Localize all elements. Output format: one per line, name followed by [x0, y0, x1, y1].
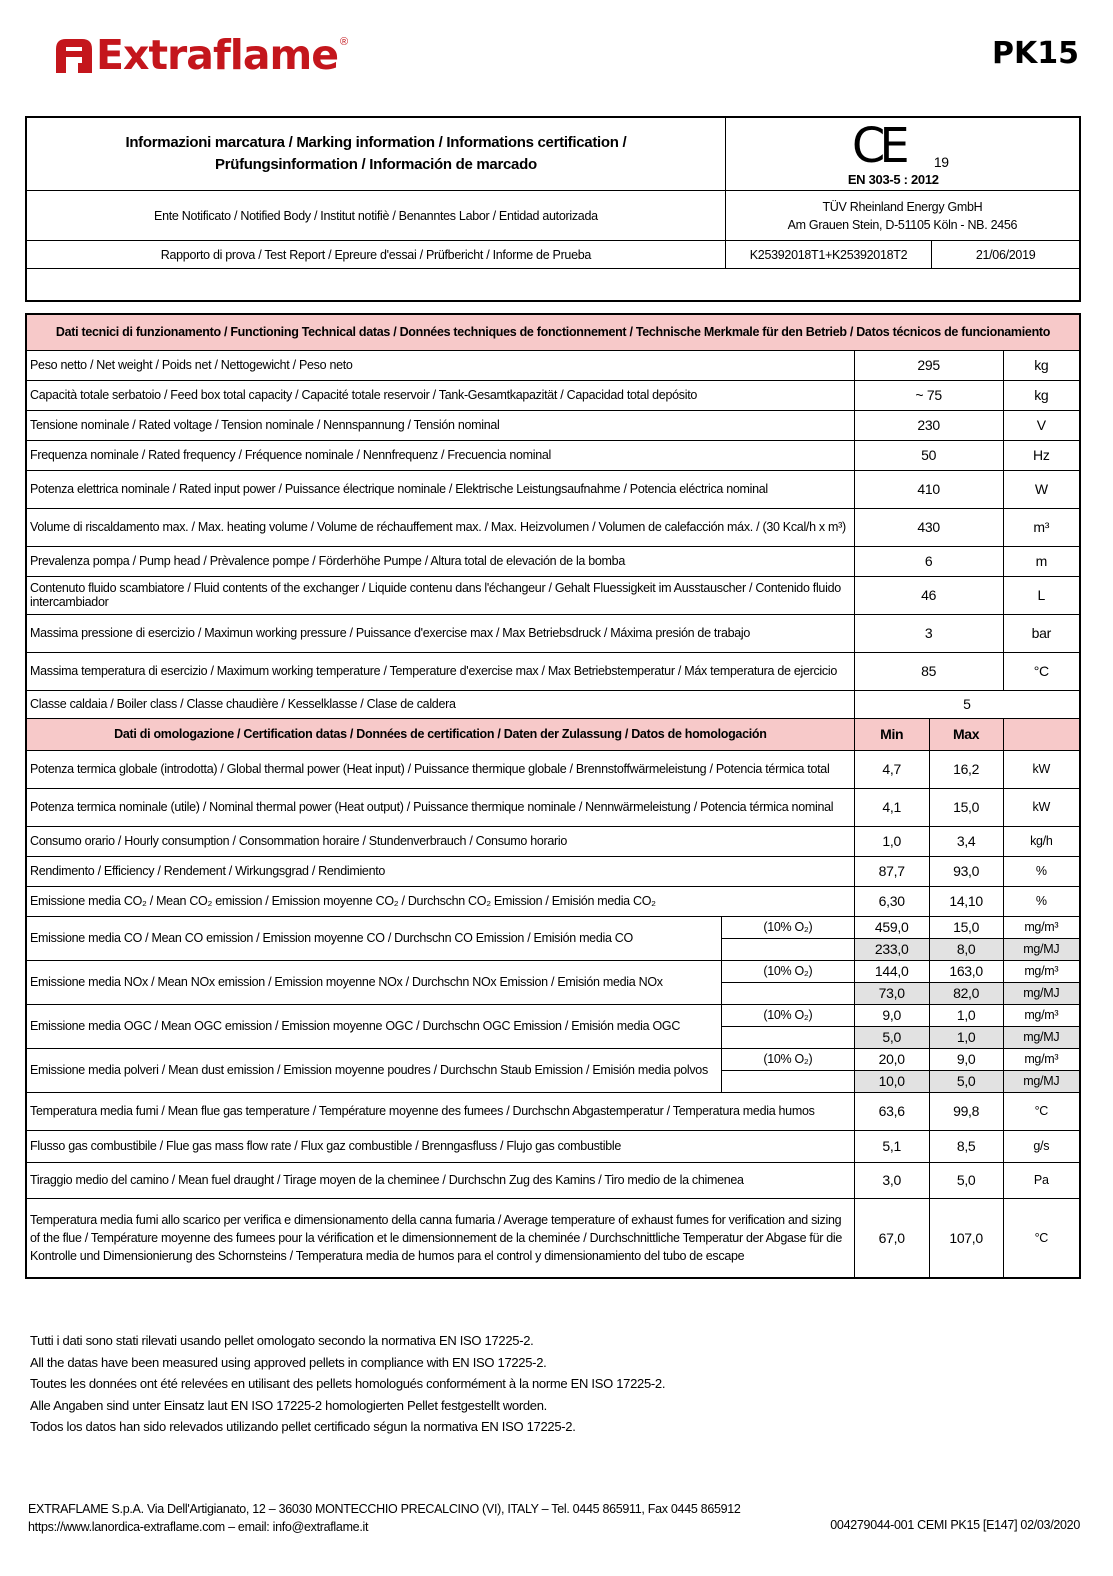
footer-contact — [28, 1500, 741, 1536]
table-row — [26, 440, 1080, 470]
row-unit: mg/m³ — [1003, 916, 1080, 938]
spacer — [721, 1070, 854, 1092]
title-line-2: Prüfungsinformation / Información de marcado — [214, 156, 537, 173]
row-o2-ref: (10% O₂) — [721, 1004, 854, 1026]
title-line-1: Informazioni marcatura / Marking information / Informations certification / — [125, 134, 627, 151]
table-row — [26, 410, 1080, 440]
notified-body-name: TÜV Rheinland Energy GmbH — [822, 199, 983, 214]
table-row — [26, 1162, 1080, 1198]
row-min-mj: 73,0 — [854, 982, 929, 1004]
row-label: Emissione media OGC / Mean OGC emission / Emission moyenne OGC / Durchschn OGC Emission / Emisión media OGC — [26, 1004, 721, 1048]
table-row — [26, 690, 1080, 718]
row-max: 107,0 — [929, 1198, 1003, 1278]
row-max: 16,2 — [929, 750, 1003, 788]
row-unit: mg/m³ — [1003, 1004, 1080, 1026]
marking-information-table — [25, 116, 1081, 302]
table-row — [26, 856, 1080, 886]
row-unit: Hz — [1003, 440, 1080, 470]
row-unit-mj: mg/MJ — [1003, 1070, 1080, 1092]
table-row — [26, 380, 1080, 410]
row-max-mj: 8,0 — [929, 938, 1003, 960]
row-min: 63,6 — [854, 1092, 929, 1130]
row-min: 144,0 — [854, 960, 929, 982]
row-min: 9,0 — [854, 1004, 929, 1026]
row-value: 85 — [854, 652, 1003, 690]
brand-name: Extraflame — [96, 31, 339, 79]
row-unit: % — [1003, 886, 1080, 916]
row-min: 67,0 — [854, 1198, 929, 1278]
row-max: 3,4 — [929, 826, 1003, 856]
row-label: Potenza elettrica nominale / Rated input power / Puissance électrique nominale / Elektrische Leistungsaufnahme / Potencia eléctrica nominal — [26, 470, 854, 508]
ce-mark-icon: CE — [851, 118, 904, 174]
test-report-label: Rapporto di prova / Test Report / Epreure d'essai / Prüfbericht / Informe de Prueba — [26, 241, 725, 269]
row-label: Tensione nominale / Rated voltage / Tension nominale / Nennspannung / Tensión nominal — [26, 410, 854, 440]
row-max-mj: 5,0 — [929, 1070, 1003, 1092]
row-label: Consumo orario / Hourly consumption / Consommation horaire / Stundenverbrauch / Consumo horario — [26, 826, 854, 856]
ce-marking-cell — [725, 117, 1080, 191]
row-min: 3,0 — [854, 1162, 929, 1198]
table-row — [26, 350, 1080, 380]
row-unit: m — [1003, 546, 1080, 576]
table-row — [26, 1198, 1080, 1278]
table-row — [26, 788, 1080, 826]
table-row — [26, 1130, 1080, 1162]
notes — [30, 1330, 665, 1438]
row-unit: W — [1003, 470, 1080, 508]
row-value: 46 — [854, 576, 1003, 614]
boiler-class-value: 5 — [854, 690, 1080, 718]
table-row — [26, 886, 1080, 916]
min-header: Min — [854, 718, 929, 750]
row-max-mj: 82,0 — [929, 982, 1003, 1004]
row-min: 5,1 — [854, 1130, 929, 1162]
row-unit: °C — [1003, 1092, 1080, 1130]
row-label: Contenuto fluido scambiatore / Fluid contents of the exchanger / Liquide contenu dans l'échangeur / Gehalt Fluessigkeit im Ausstauscher / Contenido fluido intercambiador — [26, 576, 854, 614]
notified-body-address: Am Grauen Stein, D-51105 Köln - NB. 2456 — [787, 217, 1018, 232]
row-unit: kg — [1003, 380, 1080, 410]
spacer — [721, 938, 854, 960]
row-label: Capacità totale serbatoio / Feed box total capacity / Capacité totale reservoir / Tank-Gesamtkapazität / Capacidad total depósito — [26, 380, 854, 410]
row-label: Emissione media NOx / Mean NOx emission / Emission moyenne NOx / Durchschn NOx Emission / Emisión media NOx — [26, 960, 721, 1004]
row-min: 4,1 — [854, 788, 929, 826]
row-unit: L — [1003, 576, 1080, 614]
row-unit: g/s — [1003, 1130, 1080, 1162]
row-value: 430 — [854, 508, 1003, 546]
row-label: Emissione media CO / Mean CO emission / Emission moyenne CO / Durchschn CO Emission / Emisión media CO — [26, 916, 721, 960]
row-value: 230 — [854, 410, 1003, 440]
note-en: All the datas have been measured using approved pellets in compliance with EN ISO 17225-2. — [30, 1354, 547, 1370]
row-max: 8,5 — [929, 1130, 1003, 1162]
emission-row — [26, 1004, 1080, 1026]
note-fr: Toutes les données ont été relevées en utilisant des pellets homologués conformément à la norme EN ISO 17225-2. — [30, 1376, 666, 1391]
row-max: 14,10 — [929, 886, 1003, 916]
model-name: PK15 — [992, 36, 1079, 71]
row-unit: °C — [1003, 1198, 1080, 1278]
row-value: ~ 75 — [854, 380, 1003, 410]
row-value: 6 — [854, 546, 1003, 576]
max-header: Max — [929, 718, 1003, 750]
row-unit: % — [1003, 856, 1080, 886]
row-min-mj: 10,0 — [854, 1070, 929, 1092]
table-row — [26, 546, 1080, 576]
row-label: Tiraggio medio del camino / Mean fuel draught / Tirage moyen de la cheminee / Durchschn Zug des Kamins / Tiro medio de la chimenea — [26, 1162, 854, 1198]
table-row — [26, 614, 1080, 652]
row-label: Flusso gas combustibile / Flue gas mass flow rate / Flux gaz combustible / Brenngasfluss / Flujo gas combustible — [26, 1130, 854, 1162]
row-min: 4,7 — [854, 750, 929, 788]
table-row — [26, 508, 1080, 546]
row-label: Temperatura media fumi / Mean flue gas temperature / Température moyenne des fumees / Durchschn Abgastemperatur / Temperatura media humos — [26, 1092, 854, 1130]
empty-row — [26, 269, 1080, 301]
emission-row — [26, 916, 1080, 938]
marking-information-title — [26, 117, 725, 191]
notified-body-label: Ente Notificato / Notified Body / Institut notifiè / Benanntes Labor / Entidad autorizada — [26, 191, 725, 241]
row-label: Temperatura media fumi allo scarico per verifica e dimensionamento della canna fumaria / Average temperature of exhaust fumes for verification and sizing of the flue / Température moyenne des fumees pour la vérification et le dimensionnement de la cheminée / Durchschnittliche Temperatur der Abgase für die Kontrolle und Dimensionierung des Schornsteins / Temperatura media de humos para el control y dimensionamiento del tubo de escape — [26, 1198, 854, 1278]
row-label: Emissione media CO₂ / Mean CO₂ emission / Emission moyenne CO₂ / Durchschn CO₂ Emission / Emisión media CO₂ — [26, 886, 854, 916]
row-unit: °C — [1003, 652, 1080, 690]
row-o2-ref: (10% O₂) — [721, 916, 854, 938]
table-row — [26, 1092, 1080, 1130]
row-max: 1,0 — [929, 1004, 1003, 1026]
row-min: 459,0 — [854, 916, 929, 938]
row-unit: Pa — [1003, 1162, 1080, 1198]
row-unit-mj: mg/MJ — [1003, 982, 1080, 1004]
row-unit-mj: mg/MJ — [1003, 1026, 1080, 1048]
row-label: Rendimento / Efficiency / Rendement / Wirkungsgrad / Rendimiento — [26, 856, 854, 886]
row-max: 5,0 — [929, 1162, 1003, 1198]
row-min-mj: 233,0 — [854, 938, 929, 960]
spacer — [721, 1026, 854, 1048]
row-min: 6,30 — [854, 886, 929, 916]
ce-year: 19 — [933, 154, 949, 170]
row-label: Massima temperatura di esercizio / Maximum working temperature / Temperature d'exercise max / Max Betriebstemperatur / Máx temperatura de ejercicio — [26, 652, 854, 690]
test-report-number: K25392018T1+K25392018T2 — [725, 241, 931, 269]
row-unit: bar — [1003, 614, 1080, 652]
table-row — [26, 470, 1080, 508]
technical-data-table — [25, 313, 1081, 1279]
row-unit: kW — [1003, 788, 1080, 826]
row-o2-ref: (10% O₂) — [721, 1048, 854, 1070]
row-unit: kg — [1003, 350, 1080, 380]
table-row — [26, 652, 1080, 690]
table-row — [26, 576, 1080, 614]
row-unit: kg/h — [1003, 826, 1080, 856]
row-unit: m³ — [1003, 508, 1080, 546]
note-it: Tutti i dati sono stati rilevati usando pellet omologato secondo la normativa EN ISO 17225-2. — [30, 1333, 534, 1348]
row-min: 87,7 — [854, 856, 929, 886]
row-label: Frequenza nominale / Rated frequency / Fréquence nominale / Nennfrequenz / Frecuencia nominal — [26, 440, 854, 470]
certification-data-header: Dati di omologazione / Certification datas / Données de certification / Daten der Zulassung / Datos de homologación — [26, 718, 854, 750]
row-label: Peso netto / Net weight / Poids net / Nettogewicht / Peso neto — [26, 350, 854, 380]
row-unit: V — [1003, 410, 1080, 440]
notified-body-value — [725, 191, 1080, 241]
table-row — [26, 826, 1080, 856]
document-code: 004279044-001 CEMI PK15 [E147] 02/03/2020 — [830, 1518, 1080, 1532]
row-value: 295 — [854, 350, 1003, 380]
row-min: 20,0 — [854, 1048, 929, 1070]
row-max: 9,0 — [929, 1048, 1003, 1070]
technical-data-header: Dati tecnici di funzionamento / Functioning Technical datas / Données techniques de fonctionnement / Technische Merkmale für den Betrieb / Datos técnicos de funcionamiento — [26, 314, 1080, 350]
row-label: Prevalenza pompa / Pump head / Prèvalence pompe / Förderhöhe Pumpe / Altura total de elevación de la bomba — [26, 546, 854, 576]
table-row — [26, 750, 1080, 788]
row-label: Emissione media polveri / Mean dust emission / Emission moyenne poudres / Durchschn Staub Emission / Emisión media polvos — [26, 1048, 721, 1092]
registered-mark: ® — [340, 36, 349, 48]
row-value: 50 — [854, 440, 1003, 470]
extraflame-logo-icon — [54, 35, 94, 75]
row-value: 3 — [854, 614, 1003, 652]
row-max: 15,0 — [929, 916, 1003, 938]
company-web[interactable]: https://www.lanordica-extraflame.com – email: info@extraflame.it — [28, 1520, 369, 1534]
emission-row — [26, 960, 1080, 982]
test-report-date: 21/06/2019 — [932, 241, 1080, 269]
row-unit-mj: mg/MJ — [1003, 938, 1080, 960]
row-max: 15,0 — [929, 788, 1003, 826]
row-min: 1,0 — [854, 826, 929, 856]
row-unit: mg/m³ — [1003, 1048, 1080, 1070]
emission-row — [26, 1048, 1080, 1070]
row-value: 410 — [854, 470, 1003, 508]
row-unit: mg/m³ — [1003, 960, 1080, 982]
row-max: 99,8 — [929, 1092, 1003, 1130]
unit-header — [1003, 718, 1080, 750]
row-max: 163,0 — [929, 960, 1003, 982]
company-address: EXTRAFLAME S.p.A. Via Dell'Artigianato, 12 – 36030 MONTECCHIO PRECALCINO (VI), ITALY – Tel. 0445 865911, Fax 0445 865912 — [28, 1502, 741, 1516]
note-es: Todos los datos han sido relevados utilizando pellet certificado ségun la normativa EN ISO 17225-2. — [30, 1419, 576, 1434]
row-max: 93,0 — [929, 856, 1003, 886]
row-max-mj: 1,0 — [929, 1026, 1003, 1048]
row-min-mj: 5,0 — [854, 1026, 929, 1048]
boiler-class-label: Classe caldaia / Boiler class / Classe chaudière / Kesselklasse / Clase de caldera — [26, 690, 854, 718]
row-label: Potenza termica nominale (utile) / Nominal thermal power (Heat output) / Puissance thermique nominale / Nennwärmeleistung / Potencia térmica nominal — [26, 788, 854, 826]
note-de: Alle Angaben sind unter Einsatz laut EN ISO 17225-2 homologierten Pellet festgestellt worden. — [30, 1397, 547, 1413]
row-label: Massima pressione di esercizio / Maximun working pressure / Puissance d'exercise max / Max Betriebsdruck / Máxima presión de trabajo — [26, 614, 854, 652]
brand-logo — [54, 32, 348, 78]
row-label: Potenza termica globale (introdotta) / Global thermal power (Heat input) / Puissance thermique globale / Brennstoffwärmeleistung / Potencia térmica total — [26, 750, 854, 788]
row-o2-ref: (10% O₂) — [721, 960, 854, 982]
row-unit: kW — [1003, 750, 1080, 788]
row-label: Volume di riscaldamento max. / Max. heating volume / Volume de réchauffement max. / Max. Heizvolumen / Volumen de calefacción máx. / (30 Kcal/h x m³) — [26, 508, 854, 546]
spacer — [721, 982, 854, 1004]
standard: EN 303-5 : 2012 — [847, 172, 939, 187]
